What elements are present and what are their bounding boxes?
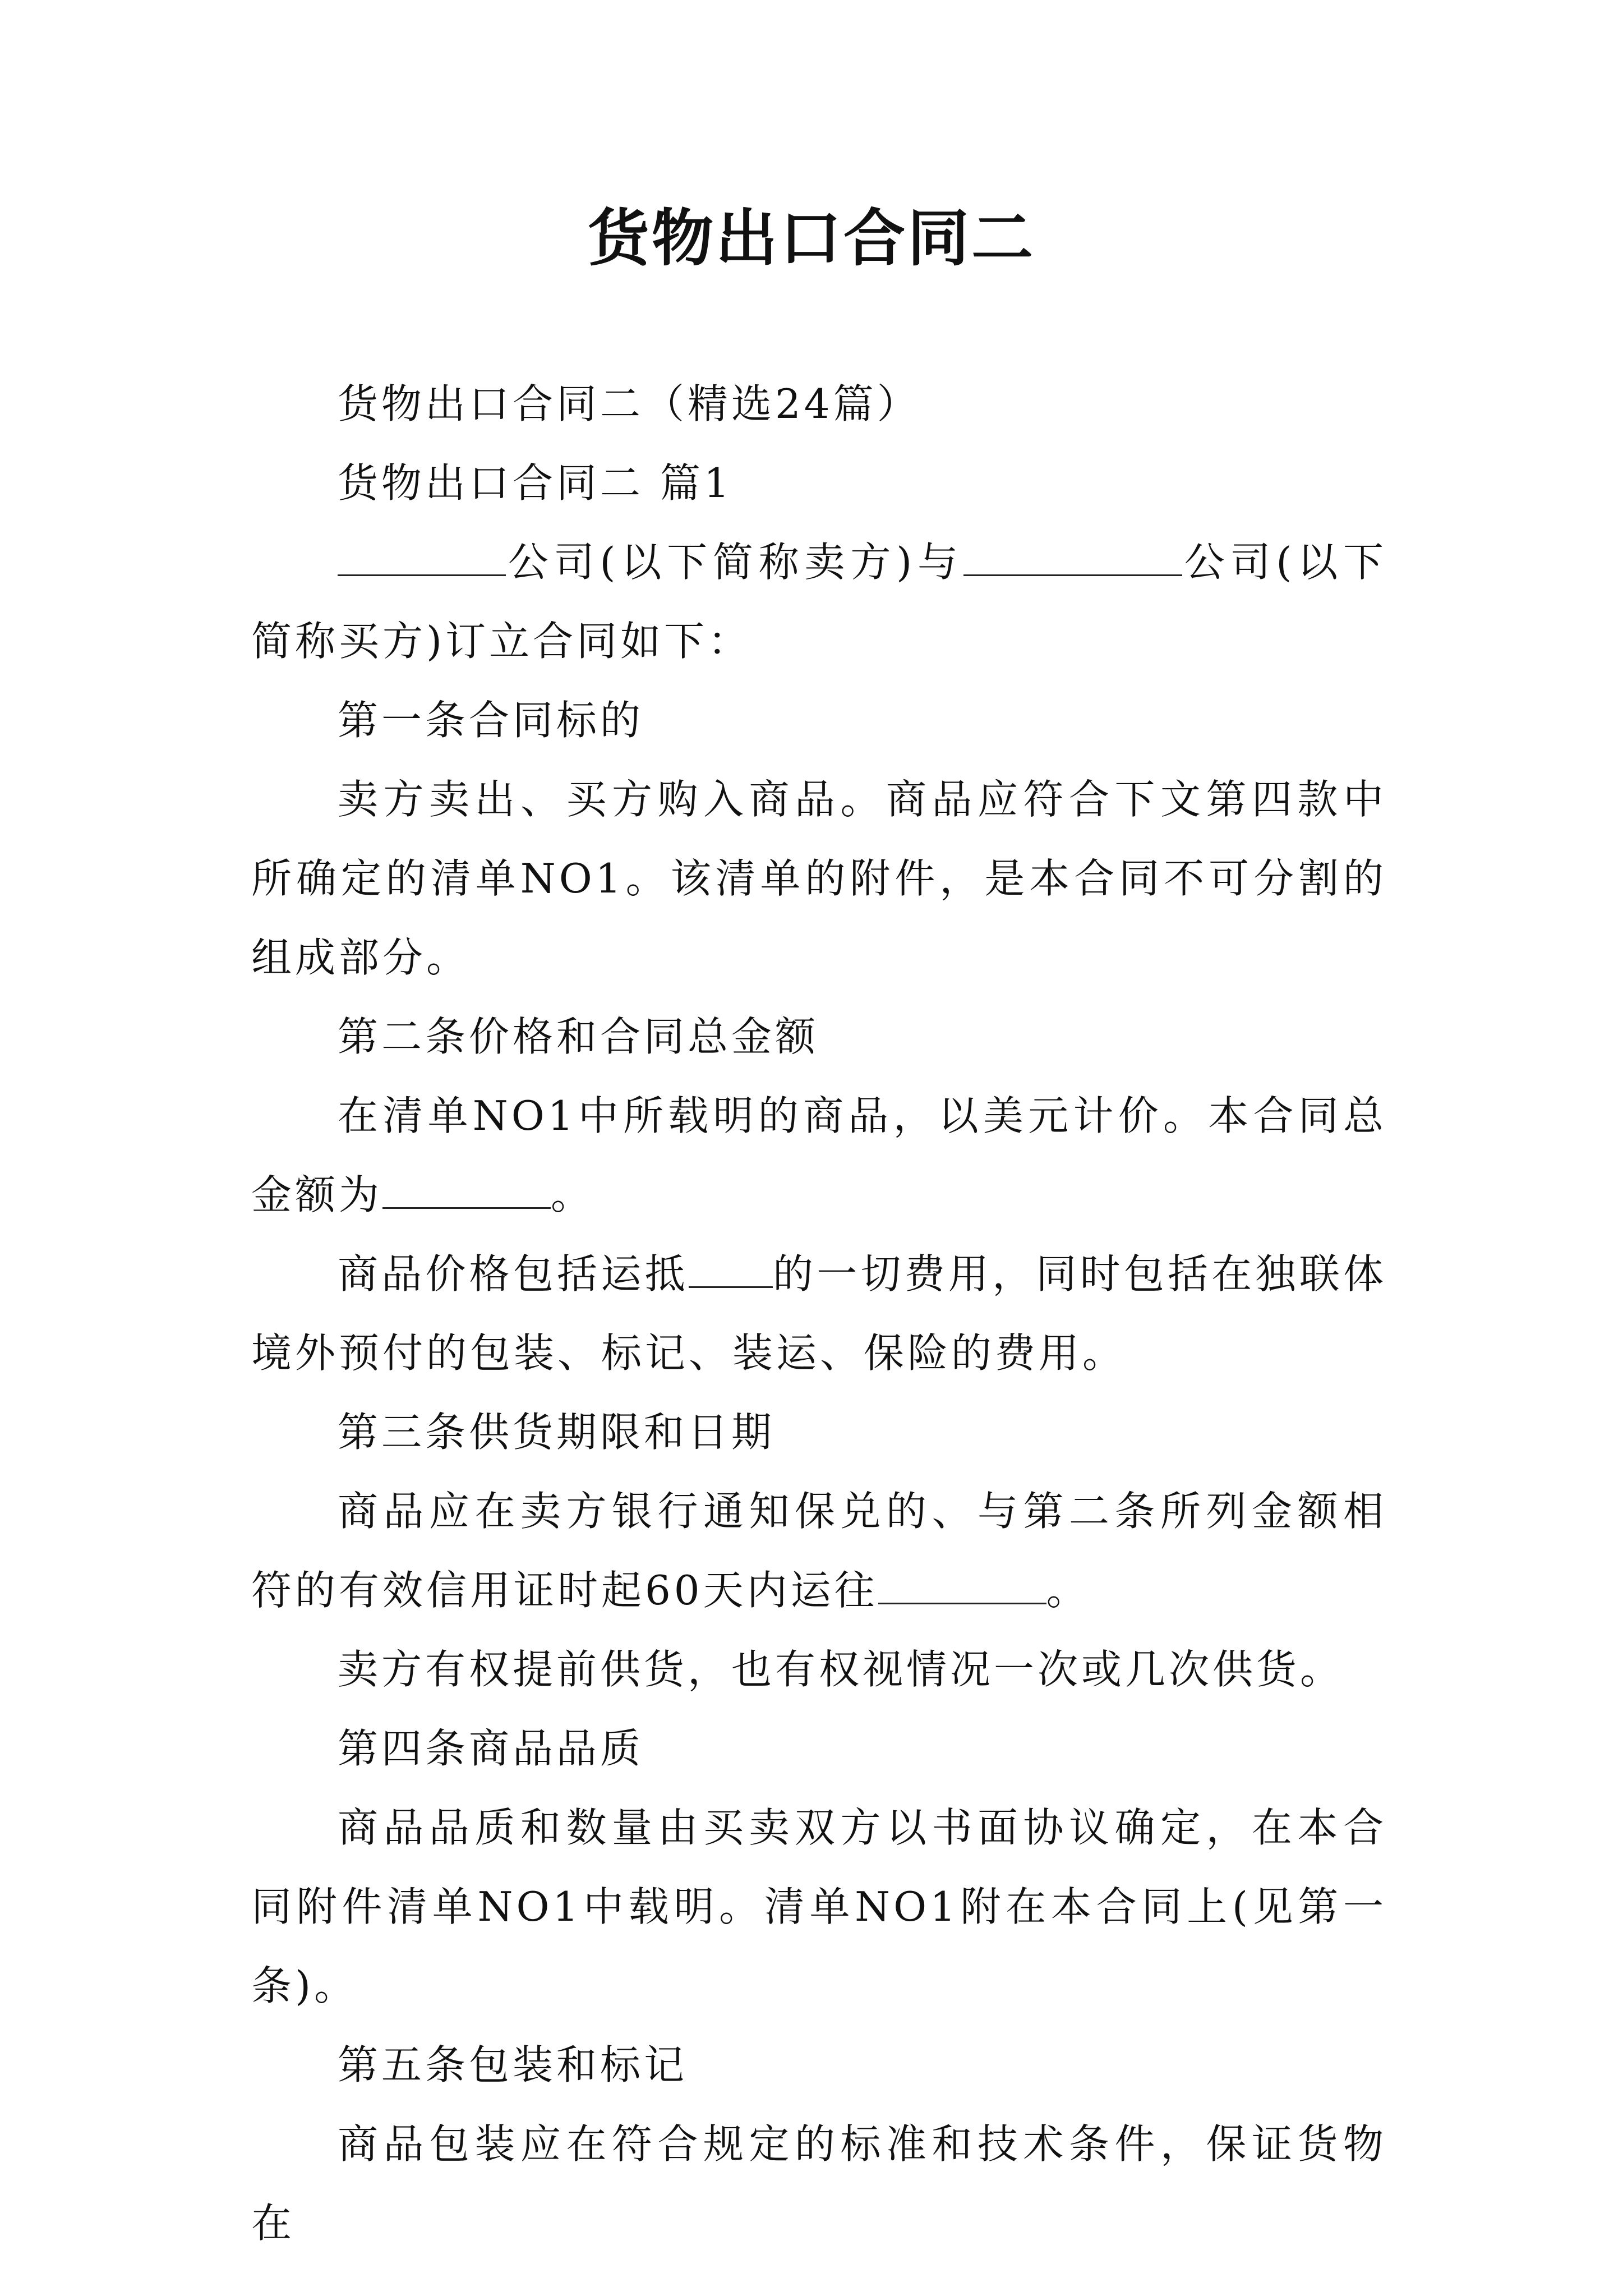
blank-line	[382, 1168, 551, 1209]
blank-line	[878, 1563, 1046, 1604]
body-paragraph	[251, 1235, 1387, 1393]
text-segment: 公司(以下简称买方)订立合同如下：	[251, 539, 1387, 665]
body-paragraph: 商品包装应在符合规定的标准和技术条件，保证货物在	[251, 2120, 1387, 2247]
text-segment: 公司(以下简称卖方)与	[506, 539, 963, 586]
document-title: 货物出口合同二	[588, 203, 1035, 274]
body-paragraph: 商品品质和数量由买卖双方以书面协议确定，在本合同附件清单NO1中载明。清单NO1附在本合同上(见第一条)。	[251, 1804, 1387, 2009]
blank-line	[963, 535, 1182, 576]
text-segment: 。	[1046, 1567, 1090, 1614]
text-segment: 商品价格包括运抵	[338, 1250, 689, 1297]
blank-line	[689, 1247, 773, 1288]
body-paragraph	[251, 1076, 1387, 1235]
subtitle-paragraph: 货物出口合同二（精选24篇）	[338, 380, 921, 427]
article-heading: 第一条合同标的	[338, 697, 644, 744]
parties-paragraph	[251, 523, 1387, 681]
text-segment: 在清单NO1中所载明的商品，以美元计价。本合同总金额为	[251, 1092, 1387, 1218]
article-heading: 第二条价格和合同总金额	[338, 1013, 819, 1060]
body-paragraph	[251, 1472, 1387, 1630]
text-segment: 。	[551, 1171, 595, 1218]
body-paragraph: 卖方卖出、买方购入商品。商品应符合下文第四款中所确定的清单NO1。该清单的附件，是本合同不可分割的组成部分。	[251, 776, 1387, 981]
document-body	[251, 365, 1387, 2263]
text-segment: 商品应在卖方银行通知保兑的、与第二条所列金额相符的有效信用证时起60天内运往	[251, 1488, 1387, 1614]
section-heading: 货物出口合同二 篇1	[338, 459, 733, 507]
article-heading: 第四条商品品质	[338, 1725, 644, 1772]
text-segment: 的一切费用，同时包括在独联体境外预付的包装、标记、装运、保险的费用。	[251, 1250, 1387, 1377]
blank-line	[338, 535, 506, 576]
article-heading: 第三条供货期限和日期	[338, 1409, 776, 1456]
body-paragraph: 卖方有权提前供货，也有权视情况一次或几次供货。	[338, 1646, 1344, 1693]
article-heading: 第五条包装和标记	[338, 2041, 688, 2088]
